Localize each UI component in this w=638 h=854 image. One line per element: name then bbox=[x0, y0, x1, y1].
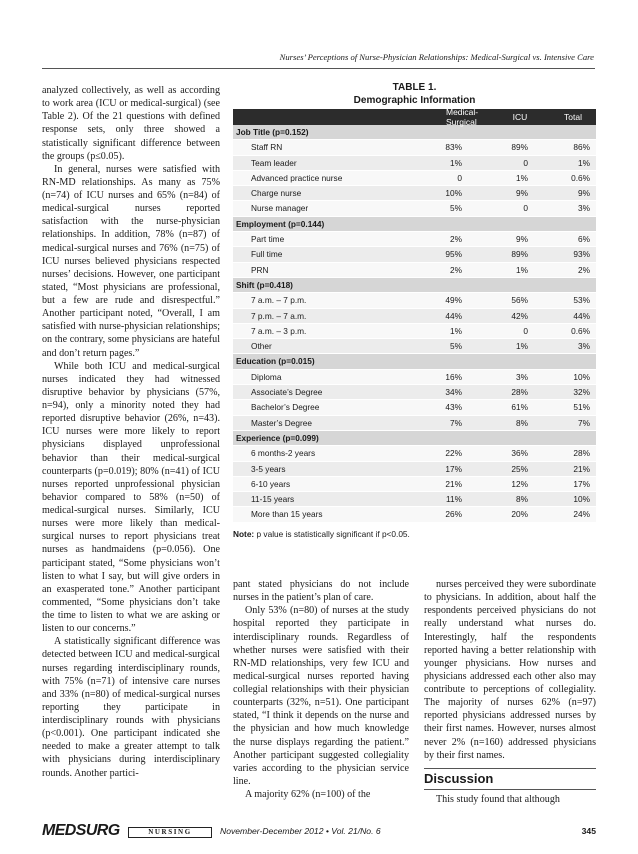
table-cell: 3% bbox=[578, 341, 590, 352]
table-note-text: p value is statistically significant if p<0.05. bbox=[256, 528, 410, 539]
table-row bbox=[233, 370, 596, 385]
table-row bbox=[233, 324, 596, 339]
table-row-label: Master’s Degree bbox=[251, 417, 313, 428]
table-cell: 83% bbox=[445, 142, 462, 153]
table-cell: 17% bbox=[445, 463, 462, 474]
table-cell: 0 bbox=[523, 203, 528, 214]
header-rule bbox=[42, 68, 595, 69]
table-row bbox=[233, 416, 596, 431]
table-cell: 1% bbox=[516, 264, 528, 275]
table-row bbox=[233, 462, 596, 477]
table-section-header: Education (p=0.015) bbox=[233, 354, 596, 369]
table-row-label: Full time bbox=[251, 249, 283, 260]
table-row-label: PRN bbox=[251, 264, 269, 275]
middle-column bbox=[233, 578, 409, 801]
table-cell: 16% bbox=[445, 371, 462, 382]
discussion-rule-bottom bbox=[424, 789, 596, 790]
table-row-label: 11-15 years bbox=[251, 494, 295, 505]
table-cell: 21% bbox=[445, 478, 462, 489]
table-cell: 1% bbox=[450, 325, 462, 336]
table-cell: 9% bbox=[516, 188, 528, 199]
table-row bbox=[233, 171, 596, 186]
table-row-label: Part time bbox=[251, 234, 285, 245]
table-cell: 9% bbox=[516, 234, 528, 245]
left-paragraph: While both ICU and medical-surgical nurses indicated they had witnessed disruptive behavior by physicians (57%, n=94), only a minority noted they had reported disruptive behavior (26%, n=43). ICU nurses were more likely to report physicians displayed unprofessional behavior than their medical-surgical counterparts (p=0.019); 80% (n=41) of ICU nurses reported unprofessional physician behavior compared to 58% (n=50) of medical-surgical nurses. Similarly, ICU nurses were more likely than medical-surgical nurses to report physicians treat nurses as handmaidens (p=0.056). One participant stated, “Some physicians won’t listen to what I say, but will give orders in an exasperated tone.” Another participant commented, “Some physicians don’t take the time to listen to what we are asking or listen to our concerns.” bbox=[42, 360, 220, 635]
table-subtitle: Demographic Information bbox=[353, 94, 476, 106]
left-paragraph: A statistically significant difference was detected between ICU and medical-surgical nurses regarding interdisciplinary rounds, with 75% (n=71) of intensive care nurses and 33% (n=80) of medical-surgical nurses reporting they participate in interdisciplinary rounds with physicians (p<0.001). One participant indicated she needed to make a greater attempt to talk with physicians during interdisciplinary rounds. Another partici- bbox=[42, 636, 220, 779]
table-cell: 3% bbox=[578, 203, 590, 214]
table-cell: 32% bbox=[573, 387, 590, 398]
table-cell: 34% bbox=[445, 387, 462, 398]
table-cell: 1% bbox=[450, 157, 462, 168]
table-row-label: 7 a.m. – 3 p.m. bbox=[251, 325, 307, 336]
table-row-label: 3-5 years bbox=[251, 463, 286, 474]
table-row-label: Diploma bbox=[251, 371, 282, 382]
demographic-table bbox=[233, 82, 596, 539]
table-cell: 44% bbox=[573, 310, 590, 321]
table-row-label: Charge nurse bbox=[251, 188, 302, 199]
table-row bbox=[233, 507, 596, 522]
table-row bbox=[233, 446, 596, 461]
table-row bbox=[233, 232, 596, 247]
table-note bbox=[233, 529, 596, 539]
table-row-label: Other bbox=[251, 341, 272, 352]
table-cell: 61% bbox=[511, 402, 528, 413]
table-cell: 3% bbox=[516, 371, 528, 382]
table-cell: 28% bbox=[573, 448, 590, 459]
table-cell: 43% bbox=[445, 402, 462, 413]
table-note-label: Note: bbox=[233, 528, 255, 539]
table-row bbox=[233, 201, 596, 216]
table-cell: 17% bbox=[573, 478, 590, 489]
table-cell: 2% bbox=[450, 264, 462, 275]
table-row bbox=[233, 140, 596, 155]
table-row-label: Nurse manager bbox=[251, 203, 309, 214]
table-cell: 86% bbox=[573, 142, 590, 153]
table-row-label: Associate’s Degree bbox=[251, 387, 323, 398]
table-row bbox=[233, 186, 596, 201]
table-cell: 93% bbox=[573, 249, 590, 260]
table-cell: 8% bbox=[516, 417, 528, 428]
table-row bbox=[233, 385, 596, 400]
table-cell: 11% bbox=[446, 494, 462, 505]
table-cell: 5% bbox=[450, 341, 462, 352]
middle-paragraph: A majority 62% (n=100) of the bbox=[245, 789, 371, 800]
table-cell: 5% bbox=[450, 203, 462, 214]
table-cell: 12% bbox=[511, 478, 528, 489]
table-cell: 0.6% bbox=[571, 172, 590, 183]
table-row bbox=[233, 309, 596, 324]
table-cell: 89% bbox=[511, 249, 528, 260]
discussion-paragraph: This study found that although bbox=[436, 793, 560, 805]
table-cell: 7% bbox=[450, 417, 462, 428]
table-row-label: 6-10 years bbox=[251, 478, 291, 489]
table-row bbox=[233, 400, 596, 415]
left-paragraph: In general, nurses were satisfied with RN-MD relationships. As many as 75% (n=74) of ICU nurses and 65% (n=84) of medical-surgical nurses reported satisfaction with the nurse-physician relationships. In addition, 78% (n=87) of medical-surgical nurses and 76% (n=75) of ICU nurses believed physicians respected nurses’ decisions. However, one participant stated, “Most physicians are professional, but a few are rude and disrespectful.” Another participant noted, “Overall, I am satisfied with nurse-physician relationships; on the contrary, some physicians are hateful and don’t return pages.” bbox=[42, 163, 220, 359]
table-section-header: Experience (p=0.099) bbox=[233, 431, 596, 446]
table-row-label: 6 months-2 years bbox=[251, 448, 316, 459]
journal-logo: MEDSURG bbox=[42, 822, 120, 839]
issue-info: November-December 2012 • Vol. 21/No. 6 bbox=[220, 826, 381, 836]
table-cell: 49% bbox=[445, 295, 462, 306]
table-cell: 26% bbox=[445, 509, 462, 520]
table-row-label: Staff RN bbox=[251, 142, 283, 153]
table-cell: 1% bbox=[578, 157, 590, 168]
table-header-cell: ICU bbox=[512, 112, 528, 122]
table-row bbox=[233, 156, 596, 171]
middle-paragraph: Only 53% (n=80) of nurses at the study hospital reported they participate in interdisciplinary rounds. Regardless of whether nurses were satisfied with their RN-MD relationships, very few ICU and medical-surgical nurses reported having collegial relationships with their physician counterparts (32%, n=51). One participant stated, “I think it depends on the nurse and the physician and how much knowledge the nurse displays regarding the patient.” Another participant suggested collegiality varies according to the physician service line. bbox=[233, 605, 409, 787]
table-cell: 22% bbox=[445, 448, 462, 459]
table-cell: 10% bbox=[573, 494, 590, 505]
table-cell: 89% bbox=[511, 142, 528, 153]
right-paragraph: nurses perceived they were subordinate to physicians. In addition, about half the respondents perceived physicians do not really understand what nurses do. Interestingly, half the respondents reported having a better relationship with younger physicians. How nurses and physicians addressed each other also may contribute to perceptions of collegiality. The majority of nurses 62% (n=97) reported physicians addressed nurses by their first names. However, nurses almost never 2% (n=160) addressed physicians by their first names. bbox=[424, 579, 596, 761]
table-cell: 7% bbox=[578, 417, 590, 428]
table-cell: 24% bbox=[573, 509, 590, 520]
table-cell: 0 bbox=[523, 157, 528, 168]
table-section-header: Job Title (p=0.152) bbox=[233, 125, 596, 140]
table-cell: 44% bbox=[445, 310, 462, 321]
table-cell: 2% bbox=[578, 264, 590, 275]
table-cell: 51% bbox=[573, 402, 590, 413]
table-header-cell: Total bbox=[564, 112, 582, 122]
discussion-heading: Discussion bbox=[424, 770, 494, 786]
table-cell: 95% bbox=[445, 249, 462, 260]
table-cell: 53% bbox=[573, 295, 590, 306]
table-row bbox=[233, 263, 596, 278]
table-row-label: 7 a.m. – 7 p.m. bbox=[251, 295, 307, 306]
table-cell: 2% bbox=[450, 234, 462, 245]
discussion-rule-top bbox=[424, 768, 596, 769]
table-cell: 21% bbox=[573, 463, 590, 474]
table-cell: 36% bbox=[511, 448, 528, 459]
table-cell: 8% bbox=[516, 494, 528, 505]
page-number: 345 bbox=[581, 826, 596, 836]
table-cell: 0 bbox=[523, 325, 528, 336]
table-cell: 25% bbox=[511, 463, 528, 474]
table-row-label: Advanced practice nurse bbox=[251, 172, 343, 183]
table-cell: 0 bbox=[457, 172, 462, 183]
table-row bbox=[233, 247, 596, 262]
table-header-cell: Medical-Surgical bbox=[446, 107, 479, 127]
table-cell: 6% bbox=[578, 234, 590, 245]
middle-paragraph: pant stated physicians do not include nurses in the patient’s plan of care. bbox=[233, 579, 409, 604]
table-body bbox=[233, 125, 596, 523]
table-row bbox=[233, 339, 596, 354]
left-column bbox=[42, 84, 220, 780]
table-row-label: 7 p.m. – 7 a.m. bbox=[251, 310, 307, 321]
left-paragraph: analyzed collectively, as well as according to work area (ICU or medical-surgical) (see Table 2). Of the 21 questions with defined response sets, only three showed a statistically significant difference between the groups (p≤0.05). bbox=[42, 85, 220, 162]
running-head: Nurses’ Perceptions of Nurse-Physician Relationships: Medical-Surgical vs. Intensive Care bbox=[279, 52, 594, 62]
table-cell: 42% bbox=[511, 310, 528, 321]
table-cell: 10% bbox=[445, 188, 462, 199]
table-cell: 28% bbox=[511, 387, 528, 398]
table-cell: 10% bbox=[573, 371, 590, 382]
journal-logo-sub: NURSING bbox=[128, 827, 212, 838]
table-cell: 1% bbox=[516, 172, 528, 183]
table-row-label: Team leader bbox=[251, 157, 297, 168]
table-row bbox=[233, 293, 596, 308]
table-cell: 56% bbox=[511, 295, 528, 306]
table-section-header: Shift (p=0.418) bbox=[233, 278, 596, 293]
table-row bbox=[233, 477, 596, 492]
table-cell: 9% bbox=[578, 188, 590, 199]
table-header-row bbox=[233, 109, 596, 125]
right-column bbox=[424, 578, 596, 806]
table-cell: 0.6% bbox=[571, 325, 590, 336]
table-row-label: Bachelor’s Degree bbox=[251, 402, 320, 413]
table-cell: 20% bbox=[511, 509, 528, 520]
page-footer bbox=[42, 822, 596, 842]
table-caption: TABLE 1. bbox=[392, 82, 437, 93]
table-section-header: Employment (p=0.144) bbox=[233, 217, 596, 232]
table-cell: 1% bbox=[516, 341, 528, 352]
table-row-label: More than 15 years bbox=[251, 509, 323, 520]
table-row bbox=[233, 492, 596, 507]
